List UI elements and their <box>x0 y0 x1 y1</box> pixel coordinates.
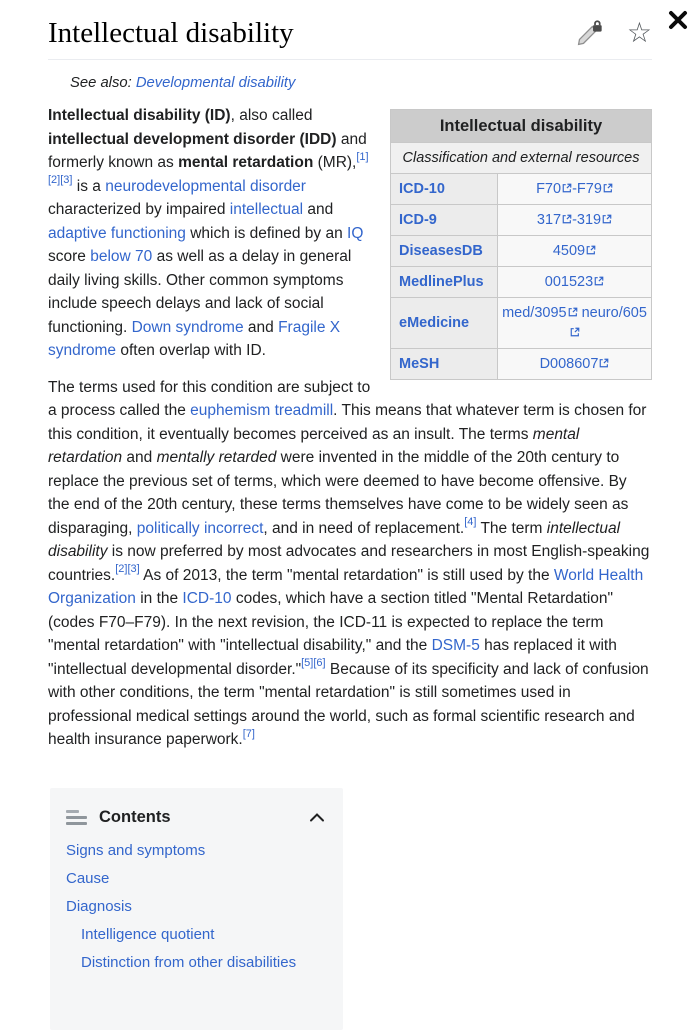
text-run: has replaced it with "intellectual developmental disorder." <box>48 637 617 678</box>
citation-ref[interactable] <box>301 657 313 669</box>
citation-link[interactable]: [3] <box>127 563 140 576</box>
contents-title: Contents <box>99 807 171 826</box>
text-link[interactable]: adaptive functioning <box>48 224 186 242</box>
external-link-icon <box>568 307 578 317</box>
chevron-up-icon[interactable] <box>307 810 327 824</box>
mesh-label-link[interactable]: MeSH <box>399 356 440 372</box>
mesh-code-link[interactable]: D008607 <box>539 356 599 372</box>
text-link[interactable]: World Health Organization <box>48 566 644 607</box>
icd10-label-link[interactable]: ICD-10 <box>399 181 445 197</box>
text-run: were invented in the middle of the 20th century to replace the previous set of terms, which were deemed to have become offensive. By the end of the 20th century, these terms themselves have come to be widely seen as disparaging, <box>48 449 629 537</box>
infobox-row-mesh <box>391 349 652 380</box>
external-link-icon <box>570 327 580 337</box>
emedicine-label-link[interactable]: eMedicine <box>399 315 470 331</box>
article-body <box>48 104 652 752</box>
value-separator: - <box>572 181 577 197</box>
toc-link[interactable]: Distinction from other disabilities <box>81 953 297 971</box>
text-run: The terms used for this condition are subject to a process called the <box>48 378 371 419</box>
page-title: Intellectual disability <box>48 17 294 49</box>
contents-list <box>66 843 327 970</box>
contents-header <box>66 808 327 827</box>
emedicine-code-link[interactable]: med/3095 <box>502 305 567 321</box>
text-link[interactable]: DSM-5 <box>431 637 480 654</box>
toc-list-icon <box>66 810 87 825</box>
icd9-code-link[interactable]: 319 <box>576 212 602 228</box>
emedicine-code-link[interactable]: neuro/605 <box>581 305 647 321</box>
text-run: intellectual disability <box>48 519 621 560</box>
text-run: . This means that whatever term is chosen for this condition, it eventually becomes perceived as an insult. The terms <box>48 402 647 443</box>
toc-link[interactable]: Signs and symptoms <box>66 841 206 859</box>
citation-ref[interactable] <box>127 563 139 575</box>
external-link-icon <box>586 245 596 255</box>
diseasesdb-code-link[interactable]: 4509 <box>552 243 586 259</box>
text-run: (MR), <box>313 154 357 171</box>
citation-ref[interactable] <box>313 657 325 669</box>
citation-link[interactable]: [1] <box>356 150 369 163</box>
text-run: characterized by impaired <box>48 201 230 218</box>
infobox-row-medlineplus <box>391 267 652 298</box>
infobox <box>390 109 652 380</box>
external-link-icon <box>599 358 609 368</box>
medlineplus-code-link[interactable]: 001523 <box>544 274 594 290</box>
citation-ref[interactable] <box>60 174 72 186</box>
text-link[interactable]: Fragile X syndrome <box>48 318 341 359</box>
text-run: and <box>243 318 279 336</box>
citation-link[interactable]: [6] <box>313 657 326 670</box>
text-run: See also: <box>70 75 136 91</box>
text-run: is a <box>72 177 106 195</box>
header-icons <box>575 19 652 47</box>
external-link-icon <box>594 276 604 286</box>
citation-link[interactable]: [5] <box>301 657 314 670</box>
text-run: and <box>122 449 157 466</box>
star-glyph: ☆ <box>626 17 652 48</box>
text-run: As of 2013, the term "mental retardation" is still used by the <box>139 566 554 584</box>
text-run: , and in need of replacement. <box>263 519 465 537</box>
external-link-icon <box>562 183 572 193</box>
text-run: codes, which have a section titled "Mental Retardation" (codes F70–F79). In the next revision, the ICD-11 is expected to replace the term "mental retardation" with "intellectual disability," and the <box>48 590 614 654</box>
diseasesdb-label-link[interactable]: DiseasesDB <box>399 243 483 259</box>
toc-link[interactable]: Cause <box>66 869 110 887</box>
terminology-paragraph <box>48 376 652 752</box>
icd9-label-link[interactable]: ICD-9 <box>399 212 437 228</box>
citation-ref[interactable] <box>243 728 255 740</box>
citation-ref[interactable] <box>115 563 127 575</box>
citation-ref[interactable] <box>356 151 368 163</box>
text-link[interactable]: politically incorrect <box>136 519 264 537</box>
citation-link[interactable]: [4] <box>464 516 477 529</box>
text-link[interactable]: Developmental disability <box>135 75 296 91</box>
infobox-row-icd9 <box>391 205 652 236</box>
toc-item-diagnosis[interactable] <box>66 899 327 914</box>
citation-link[interactable]: [3] <box>60 174 73 187</box>
infobox-row-icd10 <box>391 174 652 205</box>
text-run: as well as a delay in general daily living skills. Other common symptoms include speech delays and lack of social functioning. <box>48 248 352 336</box>
external-link-icon <box>562 214 572 224</box>
citation-link[interactable]: [2] <box>48 174 61 187</box>
icd10-code-link[interactable]: F79 <box>576 181 602 197</box>
infobox-subtitle: Classification and external resources <box>391 143 652 174</box>
text-run: intellectual development disorder (IDD) <box>48 130 337 148</box>
see-also-note <box>70 75 652 91</box>
text-run: score <box>48 248 91 265</box>
text-run: in the <box>135 590 183 607</box>
contents-box <box>50 788 343 1030</box>
text-run: , also called <box>230 107 313 124</box>
text-run: The term <box>476 519 547 537</box>
toc-link[interactable]: Intelligence quotient <box>81 925 215 943</box>
citation-link[interactable]: [2] <box>115 563 128 576</box>
text-link[interactable]: intellectual <box>229 201 304 218</box>
citation-link[interactable]: [7] <box>242 727 255 740</box>
icd9-code-link[interactable]: 317 <box>536 212 562 228</box>
toc-item-cause[interactable] <box>66 871 327 886</box>
external-link-icon <box>603 183 613 193</box>
text-run: Intellectual disability (ID) <box>48 107 231 124</box>
text-link[interactable]: ICD-10 <box>182 590 232 607</box>
text-run: mental retardation <box>178 154 314 171</box>
toc-item-distinction-from-other-disabilities[interactable] <box>66 955 327 970</box>
text-run: mental retardation <box>48 425 580 466</box>
toc-link[interactable]: Diagnosis <box>66 897 132 915</box>
text-run: mentally retarded <box>156 449 277 466</box>
infobox-row-diseasesdb <box>391 236 652 267</box>
text-run: and <box>303 201 334 218</box>
pencil-lock-glyph <box>575 19 605 47</box>
text-link[interactable]: below 70 <box>90 248 153 265</box>
text-link[interactable]: Down syndrome <box>131 318 244 336</box>
text-link[interactable]: euphemism treadmill <box>190 402 334 419</box>
infobox-row-emedicine <box>391 298 652 349</box>
edit-protected-icon[interactable] <box>575 19 605 47</box>
text-run: is now preferred by most advocates and researchers in most English-speaking countries. <box>48 543 650 584</box>
infobox-title: Intellectual disability <box>391 110 652 143</box>
close-x-glyph <box>664 6 692 34</box>
citation-ref[interactable] <box>464 516 476 528</box>
citation-ref[interactable] <box>48 174 60 186</box>
toc-item-signs-and-symptoms[interactable] <box>66 843 327 858</box>
star-watch-icon[interactable] <box>627 19 652 47</box>
value-separator: - <box>572 212 577 228</box>
text-link[interactable]: IQ <box>347 224 364 242</box>
icd10-code-link[interactable]: F70 <box>536 181 562 197</box>
close-icon[interactable] <box>664 6 692 34</box>
medlineplus-label-link[interactable]: MedlinePlus <box>399 274 484 290</box>
text-run: often overlap with ID. <box>116 342 266 359</box>
text-run: and formerly known as <box>48 130 367 171</box>
external-link-icon <box>602 214 612 224</box>
text-run: Because of its specificity and lack of confusion with other conditions, the term "mental retardation" is still sometimes used in professional medical settings around the world, such as formal scientific research and health insurance paperwork. <box>48 660 649 748</box>
article-header <box>48 0 652 60</box>
toc-item-intelligence-quotient[interactable] <box>66 927 327 942</box>
text-run: which is defined by an <box>185 224 348 242</box>
text-link[interactable]: neurodevelopmental disorder <box>105 177 306 195</box>
